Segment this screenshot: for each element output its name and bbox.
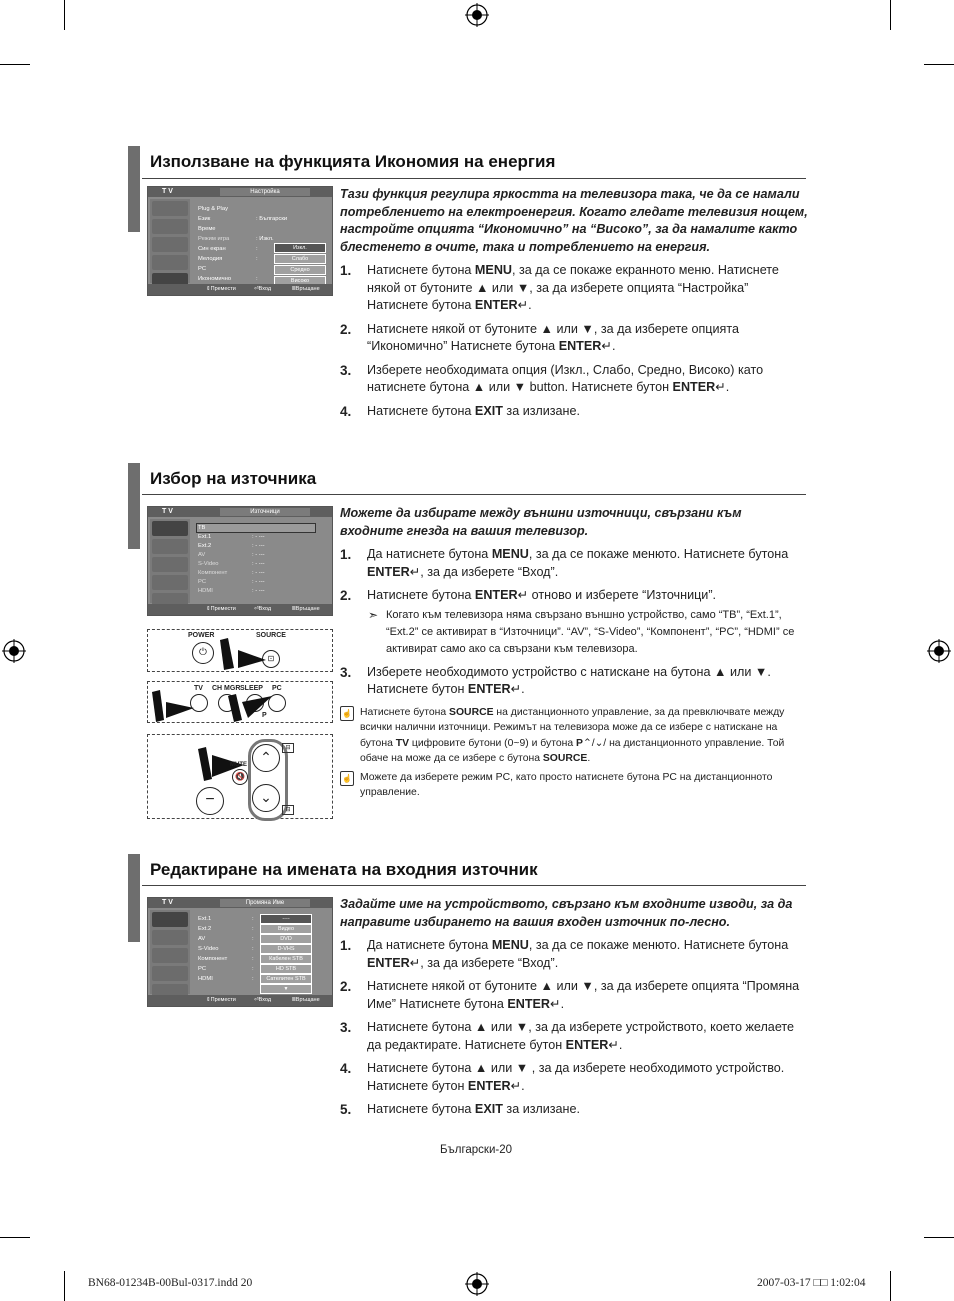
pc-label: PC [272,685,282,692]
menu-option: HD STB [260,964,312,974]
registration-mark-icon [927,639,951,663]
power-button[interactable]: ⏻ [192,642,214,664]
section-bar [128,854,140,942]
crop-mark [924,64,954,65]
menu-row: Икономично [198,276,232,282]
menu-option: Изкл. [274,243,326,253]
divider [142,494,806,495]
hand-icon: ☝ [340,771,354,786]
page-number: Български-20 [440,1144,513,1156]
remote-channel-pad [147,734,333,819]
chmgr-label: CH MGR [212,685,241,692]
menu-row: ТВ [198,525,206,531]
menu-row: AV [198,552,206,558]
note-arrow-icon: ➣ [368,607,379,622]
selected-row [196,523,316,533]
footer-file: BN68-01234B-00Bul-0317.indd 20 [88,1277,253,1289]
section1-text [340,186,808,426]
menu-option: ---- [260,914,312,924]
menu-row: Ext.2 [198,543,212,549]
channel-up-button[interactable]: ⌃ [252,744,280,772]
step: 1. Да натиснете бутона MENU, за да се покаже менюто. Натиснете бутона ENTER↵, за да изберете “Вход”. [340,547,789,579]
crop-mark [890,0,891,30]
tv-menu-sources [147,506,333,616]
menu-value: : - --- [252,588,265,594]
menu-row: HDMI [198,976,213,982]
menu-row: Режим игра [198,236,230,242]
step: 2. Натиснете някой от бутоните ▲ или ▼, за да изберете опцията “Промяна Име” Натиснете бутона ENTER↵. [340,979,800,1011]
menu-value: : [252,966,254,972]
pointer-arrow-icon [228,692,278,722]
menu-sidebar [150,199,190,283]
menu-value: : [256,246,258,252]
enter-icon: ↵ [409,955,421,970]
menu-row: PC [198,579,207,585]
registration-mark-icon [465,1272,489,1296]
divider [142,885,806,886]
step: 4. Натиснете бутона ▲ или ▼ , за да изберете необходимото устройство. Натиснете бутон ENTER↵. [340,1061,785,1093]
menu-row: Ext.1 [198,534,212,540]
menu-row: Мелодия [198,256,223,262]
tv-label: T V [162,188,173,195]
menu-option: Слабо [274,254,326,264]
remote-tv-row [147,681,333,723]
step: 4. Натиснете бутона EXIT за излизане. [340,403,580,419]
tip: ☝ Можете да изберете режим PC, като просто натиснете бутона PC на дистанционното управление. [340,770,808,801]
menu-title: Настройка [220,188,310,196]
menu-value: : [252,936,254,942]
channel-icons: ⌃/⌄ [582,737,604,749]
menu-row: Компонент [198,956,228,962]
menu-value: : Изкл. [256,236,274,242]
step: 3. Изберете необходимото устройство с натискане на бутона ▲ или ▼. Натиснете бутон ENTER↵. [340,664,771,696]
pointer-arrow-icon [220,638,270,670]
sleep-label: SLEEP [240,685,263,692]
footer-date: 2007-03-17 □□ 1:02:04 [757,1277,866,1289]
enter-icon: ↵ [517,298,529,312]
menu-row: Ext.1 [198,916,212,922]
mute-label: MUTE [230,762,247,768]
tv-label: TV [194,685,203,692]
hand-icon: ☝ [340,706,354,721]
section3-text [340,896,808,1125]
menu-option: Високо [274,276,326,286]
mute-button[interactable]: 🔇 [232,769,248,785]
menu-row: AV [198,936,206,942]
section-bar [128,463,140,549]
menu-value: : - --- [252,561,265,567]
menu-sidebar [150,519,190,603]
intro-text: Тази функция регулира яркостта на телевизора така, че да се намали потреблението на електроенергия. Когато гледате телевизия нощем, настройте опцията “Икономично” на “Високо”, за да намалите както блестенето в очите, така и потреблението на енергия. [340,187,808,254]
crop-mark [0,1237,30,1238]
enter-icon: ↵ [601,339,612,353]
menu-value: : - --- [252,552,265,558]
menu-row: Компонент [198,570,228,576]
section-title: Използване на функцията Икономия на енергия [150,152,556,171]
step: 5. Натиснете бутона EXIT за излизане. [340,1102,580,1117]
menu-row: HDMI [198,588,213,594]
menu-value: : [252,956,254,962]
step: 2. Натиснете някой от бутоните ▲ или ▼, за да изберете опцията “Икономично” Натиснете бутона ENTER↵. [340,321,739,353]
registration-mark-icon [2,639,26,663]
menu-title: Източници [220,508,310,516]
menu-option: DVD [260,934,312,944]
intro-text: Можете да избирате между външни източници, свързани към входните гнезда на вашия телевизор. [340,506,742,538]
menu-value: : - --- [252,543,265,549]
divider [142,178,806,179]
menu-value: : [252,976,254,982]
enter-icon: ↵ [510,1078,522,1093]
menu-row: Син екран [198,246,226,252]
scroll-down-icon: ▼ [260,984,312,994]
enter-icon: ↵ [608,1037,619,1052]
section-bar [128,146,140,232]
pointer-arrow-icon [150,690,200,722]
registration-mark-icon [465,3,489,27]
p-label: P [262,712,267,719]
menu-value: : Български [256,216,288,222]
section-title: Избор на източника [150,469,317,488]
step: 1. Натиснете бутона MENU, за да се покаже екранното меню. Натиснете някой от бутоните ▲ или ▼, за да изберете опцията “Настройка” Натиснете бутона ENTER↵. [340,263,779,312]
menu-value: : [252,926,254,932]
menu-value: : - --- [252,579,265,585]
menu-footer: ⇕ Премести ⏎ Вход Ⅲ Връщане [148,604,332,615]
menu-option: Средно [274,265,326,275]
crop-mark [924,1237,954,1238]
source-label: SOURCE [256,632,286,639]
tip: ☝ Натиснете бутона SOURCE на дистанционното управление, за да превключвате между всички налични източници. Режимът на телевизора може да се избере с натискане на бутона TV цифровите бутони (0~9) и бутона P⌃/⌄/ на дистанционното управление. Той обаче на може да се избере с бутона SOURCE. [340,705,808,767]
tv-label: T V [162,899,173,906]
menu-option: D-VHS [260,944,312,954]
step: 3. Изберете необходимата опция (Изкл., Слабо, Средно, Високо) като натиснете бутона ▲ или ▼ button. Натиснете бутон ENTER↵. [340,362,764,394]
menu-row: S-Video [198,561,219,567]
menu-footer: ⇕ Премести ⏎ Вход Ⅲ Връщане [148,995,332,1006]
tools-icon: ⊟ [282,805,294,815]
menu-value: : [256,256,258,262]
step: 1. Да натиснете бутона MENU, за да се покаже менюто. Натиснете бутона ENTER↵, за да изберете “Вход”. [340,938,789,970]
tv-label: T V [162,508,173,515]
menu-option: Сателитен STB [260,974,312,984]
menu-row: Plug & Play [198,206,228,212]
enter-icon: ↵ [510,682,522,696]
enter-icon: ↵ [550,996,561,1011]
source-button[interactable]: ⊡ [262,650,280,668]
menu-value: : [252,946,254,952]
menu-row: Ext.2 [198,926,212,932]
section2-text [340,505,808,804]
crop-mark [890,1271,891,1301]
menu-value: : [252,916,254,922]
menu-row: S-Video [198,946,219,952]
crop-mark [0,64,30,65]
crop-mark [64,0,65,30]
crop-mark [64,1271,65,1301]
menu-row: PC [198,266,207,272]
tv-menu-rename [147,897,333,1007]
menu-row: Време [198,226,216,232]
power-label: POWER [188,632,215,639]
info-icon: ⊟ [282,743,294,753]
menu-value: : - --- [252,534,265,540]
volume-down-button[interactable]: − [196,787,224,815]
menu-value: : - --- [252,570,265,576]
menu-row: PC [198,966,207,972]
menu-option: Видео [260,924,312,934]
menu-sidebar [150,910,190,994]
enter-icon: ↵ [409,564,421,579]
section-title: Редактиране на имената на входния източник [150,860,538,879]
step: 2. Натиснете бутона ENTER↵ отново и изберете “Източници”. [340,588,717,603]
intro-text: Задайте име на устройството, свързано към входните изводи, за да направите избирането на вашия входен източник по-лесно. [340,897,793,929]
menu-value: : [256,276,258,282]
menu-option: Кабелен STB [260,954,312,964]
note: ➣ Когато към телевизора няма свързано външно устройство, само “ТВ”, “Ext.1”, “Ext.2” се активират в “Източници”. “AV”, “S-Video”, “Компонент”, “PC”, “HDMI” се активират само ако са свързани към телевизора. [368,607,795,655]
step: 3. Натиснете бутона ▲ или ▼, за да изберете устройството, което желаете да редактирате. Натиснете бутон ENTER↵. [340,1020,795,1052]
enter-icon: ↵ [517,588,529,602]
menu-row: Език [198,216,211,222]
channel-down-button[interactable]: ⌄ [252,784,280,812]
menu-title: Промяна Име [220,899,310,907]
enter-icon: ↵ [715,380,726,394]
menu-footer: ⇕ Премести ⏎ Вход Ⅲ Връщане [148,284,332,295]
tv-menu-setup [147,186,333,296]
remote-power-source [147,629,333,672]
